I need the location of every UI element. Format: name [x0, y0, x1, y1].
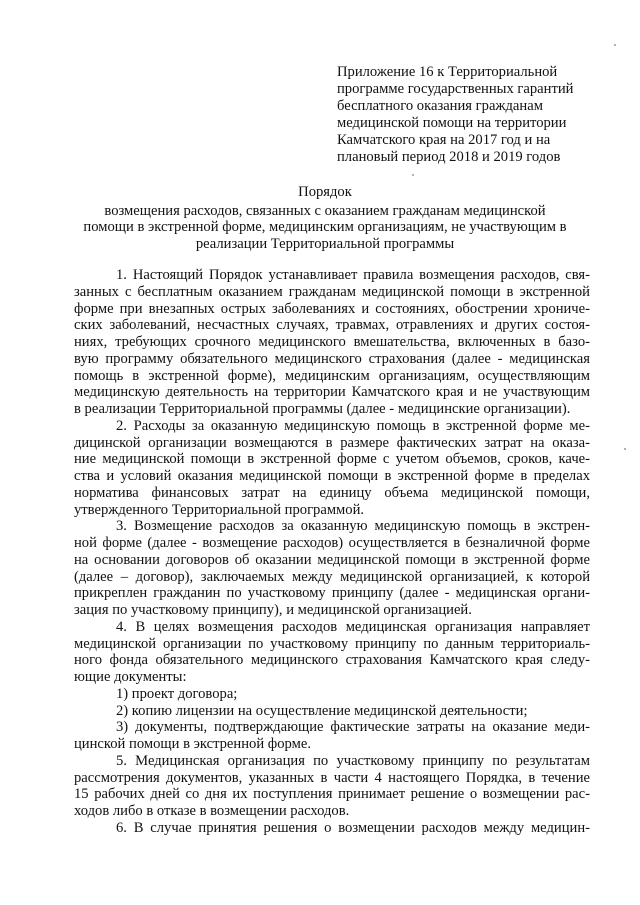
- appendix-line: Приложение 16 к Территориальной: [337, 64, 558, 80]
- body-line: 3. Возмещение расходов за оказанную медицинскую помощь в экстрен-: [116, 518, 590, 535]
- body-line: 15 рабочих дней со дня их поступления принимает решение о возмещении рас-: [74, 786, 590, 803]
- body-line: медицинской организации по участковому принципу по данным территориаль-: [74, 635, 590, 652]
- body-line: 1. Настоящий Порядок устанавливает правила возмещения расходов, свя-: [116, 267, 590, 283]
- appendix-line: программе государственных гарантий: [337, 80, 574, 97]
- appendix-line: плановый период 2018 и 2019 годов: [337, 148, 561, 165]
- appendix-header: [337, 64, 627, 165]
- body-line: медицинскую деятельность на территории Камчатского края и не участвующим: [74, 384, 590, 401]
- title-line: возмещения расходов, связанных с оказанием гражданам медицинской: [104, 202, 546, 219]
- title-line: реализации Территориальной программы: [195, 235, 455, 252]
- body-line: 5. Медицинская организация по участковому принципу по результатам: [116, 752, 590, 769]
- body-line: вую программу обязательного медицинского страхования (далее - медицинская: [74, 350, 590, 367]
- body-line: в реализации Территориальной программы (далее - медицинские организации).: [74, 401, 571, 417]
- body-line: ющие документы:: [74, 669, 187, 685]
- body-line: 6. В случае принятия решения о возмещении расходов между медицин-: [116, 819, 590, 836]
- appendix-line: Камчатского края на 2017 год и на: [337, 131, 551, 148]
- scan-speck: [624, 448, 626, 450]
- body-line: рассмотрения документов, указанных в части 4 настоящего Порядка, в течение: [74, 769, 590, 786]
- body-line: норматива финансовых затрат на единицу объема медицинской помощи,: [74, 484, 590, 501]
- body-line: прикреплен гражданин по участковому принципу (далее - медицинская органи-: [74, 585, 590, 602]
- body-line: (далее – договор), заключаемых между медицинской организацией, к которой: [74, 568, 590, 585]
- body-line: цинской помощи в экстренной форме.: [74, 736, 311, 752]
- title-heading: Порядок: [298, 184, 352, 200]
- appendix-line: бесплатного оказания гражданам: [337, 97, 543, 114]
- title-line: помощи в экстренной форме, медицинским организациям, не участвующим в: [83, 219, 567, 236]
- body-line: 4. В целях возмещения расходов медицинская организация направляет: [116, 618, 590, 635]
- body-line: 2. Расходы за оказанную медицинскую помощь в экстренной форме ме-: [116, 417, 590, 434]
- body-line: зация по участковому принципу), и медицинской организацией.: [74, 602, 472, 618]
- scan-speck: [412, 174, 414, 176]
- document-body: [74, 267, 590, 837]
- body-line: 1) проект договора;: [116, 685, 238, 702]
- body-line: утвержденного Территориальной программой.: [74, 501, 365, 518]
- body-line: ниях, требующих срочного медицинского вмешательства, включенных в базо-: [74, 334, 590, 350]
- body-line: 3) документы, подтверждающие фактические затраты на оказание меди-: [116, 719, 590, 736]
- body-line: ние медицинской помощи в экстренной форме с учетом объемов, сроков, каче-: [74, 451, 590, 468]
- body-line: ной форме (далее - возмещение расходов) осуществляется в безналичной форме: [74, 535, 590, 551]
- body-line: занных с бесплатным оказанием гражданам медицинской помощи в экстренной: [74, 283, 590, 300]
- body-line: дицинской организации возмещаются в размере фактических затрат на оказа-: [74, 434, 590, 451]
- body-line: помощь в экстренной форме), медицинским организациям, осуществляющим: [74, 367, 590, 384]
- body-line: на основании договоров об оказании медицинской помощи в экстренной форме: [74, 551, 590, 568]
- body-line: ного фонда обязательного медицинского страхования Камчатского края следу-: [74, 652, 590, 669]
- scan-speck: [614, 44, 616, 46]
- body-line: ских заболеваний, несчастных случаях, травмах, отравлениях и других состоя-: [74, 317, 590, 334]
- body-line: форме при внезапных острых заболеваниях и состояниях, обострении хрониче-: [74, 300, 590, 317]
- body-line: 2) копию лицензии на осуществление медицинской деятельности;: [116, 702, 528, 719]
- body-line: ства и условий оказания медицинской помощи в экстренной форме в пределах: [74, 468, 590, 484]
- document-title: [70, 184, 580, 252]
- appendix-line: медицинской помощи на территории: [337, 114, 567, 131]
- body-line: ходов либо в отказе в возмещении расходов.: [74, 803, 350, 819]
